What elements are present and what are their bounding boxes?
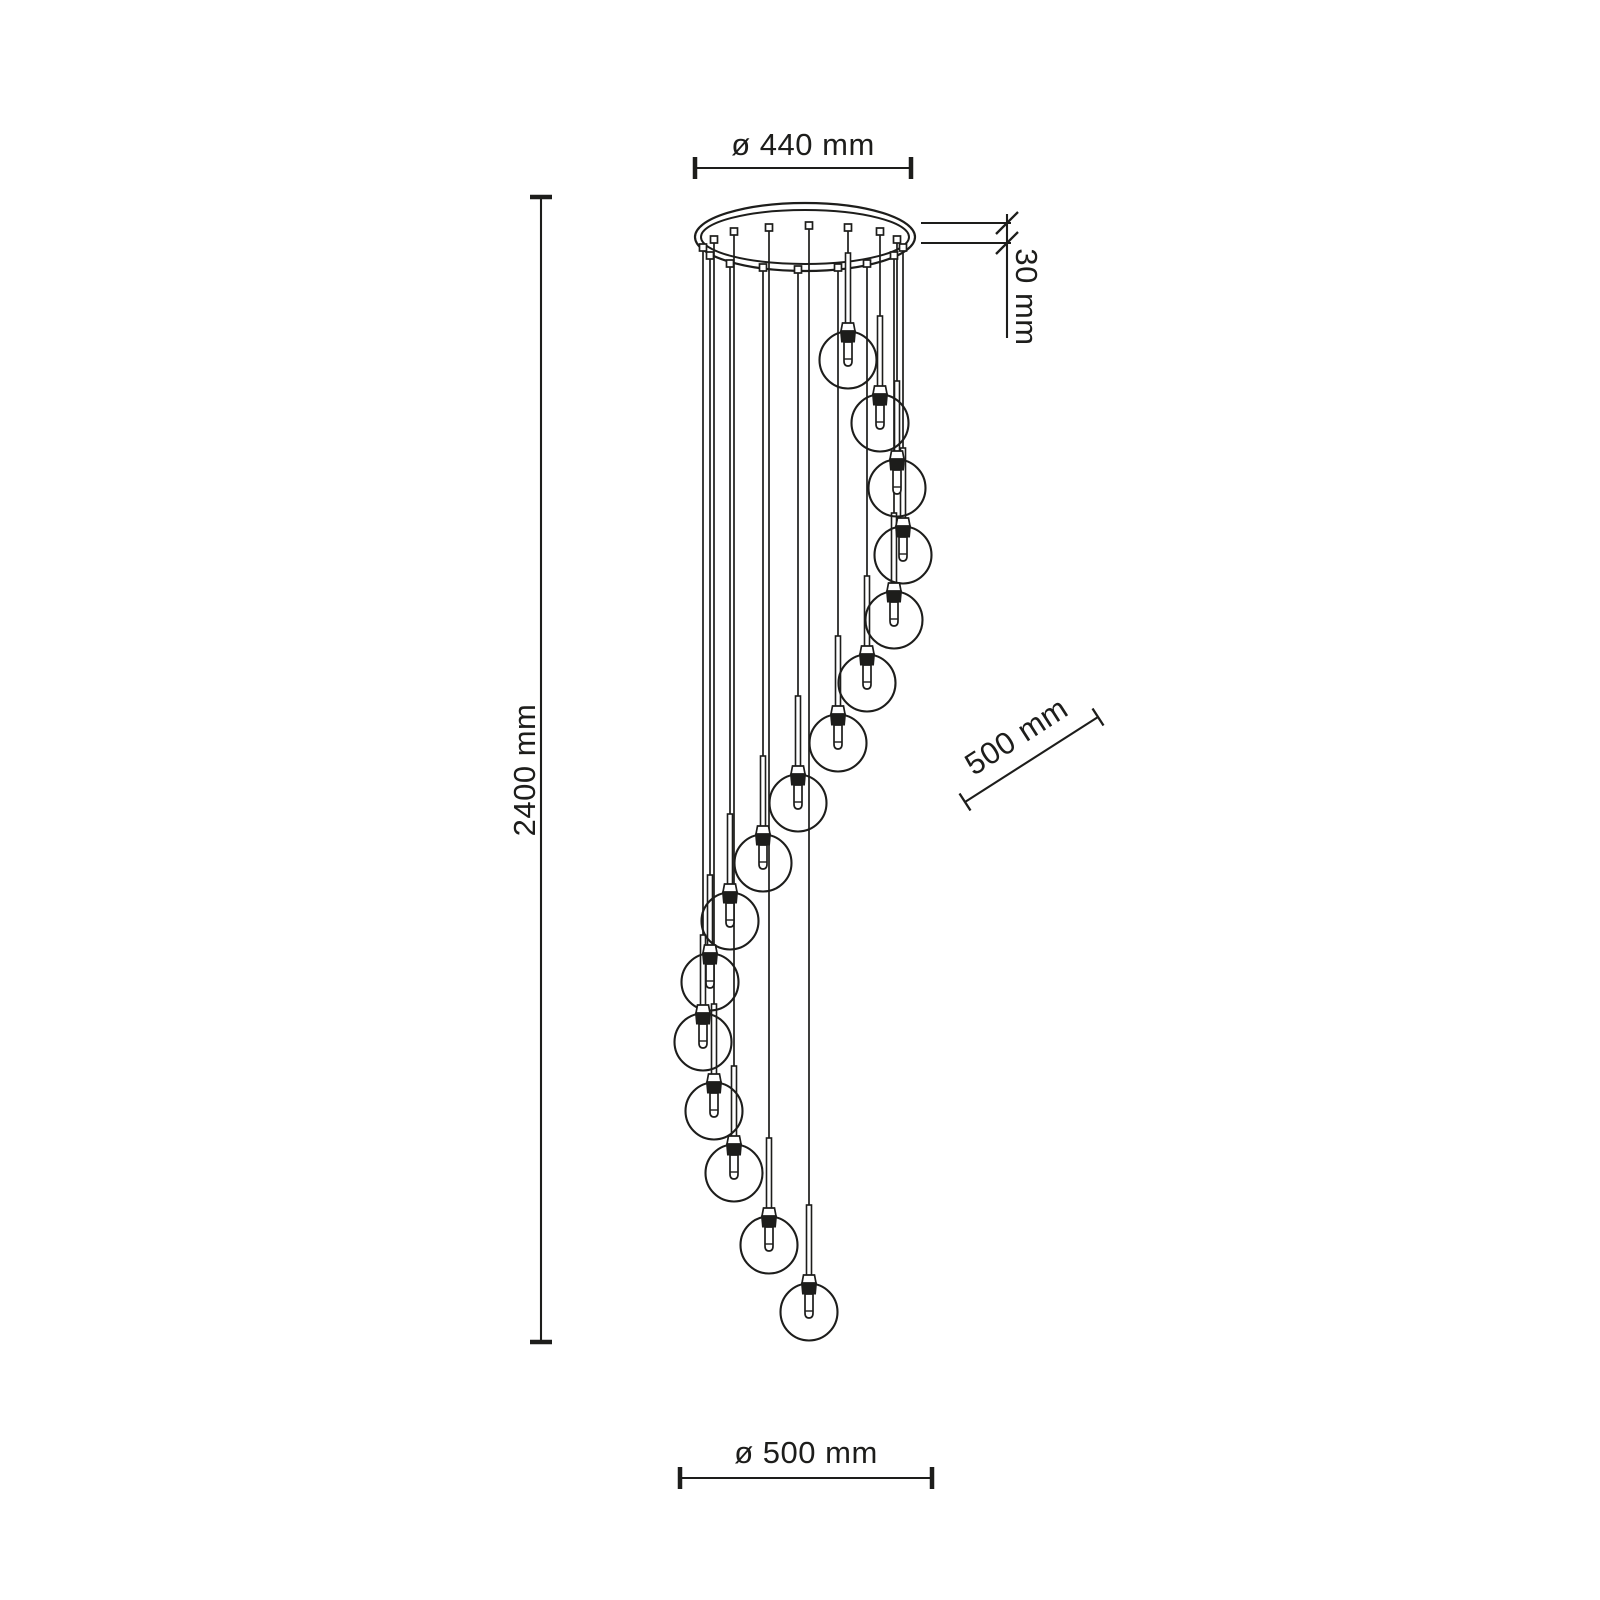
- bulb-holder: [899, 537, 907, 561]
- canopy-hanger: [894, 236, 901, 243]
- canopy-hanger: [766, 224, 773, 231]
- pendant-rod: [878, 316, 883, 387]
- socket-cap: [756, 834, 771, 845]
- socket-collar: [841, 323, 855, 331]
- total-height-label: 2400 mm: [507, 703, 542, 837]
- bulb-holder: [805, 1294, 813, 1318]
- socket-collar: [703, 945, 717, 953]
- canopy-hangers: [700, 222, 907, 273]
- socket-cap: [762, 1216, 777, 1227]
- socket-cap: [802, 1283, 817, 1294]
- canopy-hanger: [845, 224, 852, 231]
- pendant-rod: [895, 381, 900, 452]
- pendant-rod: [728, 814, 733, 885]
- bulb-holder: [710, 1093, 718, 1117]
- canopy-thickness-label: 30 mm: [1009, 248, 1044, 346]
- pendant-globe-4: [875, 518, 932, 584]
- pendant-globe-14: [706, 1136, 763, 1202]
- pendant-globe-7: [810, 706, 867, 772]
- pendant-globe-11: [682, 945, 739, 1011]
- dim-canopy-diameter: [695, 127, 911, 179]
- canopy-hanger: [806, 222, 813, 229]
- bulb-holder: [876, 405, 884, 429]
- socket-collar: [791, 766, 805, 774]
- socket-cap: [841, 331, 856, 342]
- canopy-hanger: [900, 244, 907, 251]
- dim-canopy-thickness: [921, 212, 1044, 346]
- pendant-rod: [767, 1138, 772, 1209]
- socket-collar: [890, 451, 904, 459]
- pendant-rod: [836, 636, 841, 707]
- pendant-rod: [807, 1205, 812, 1276]
- canopy-hanger: [864, 260, 871, 267]
- dim-spread-diameter: [680, 1435, 932, 1489]
- socket-cap: [791, 774, 806, 785]
- socket-collar: [860, 646, 874, 654]
- socket-cap: [887, 591, 902, 602]
- dim-tick-lower: [960, 794, 971, 811]
- bulb-holder: [726, 903, 734, 927]
- dim-total-height: [507, 197, 552, 1342]
- bulb-holder: [759, 845, 767, 869]
- socket-cap: [860, 654, 875, 665]
- bulb-holder: [765, 1227, 773, 1251]
- bulb-holder: [794, 785, 802, 809]
- pendant-rod: [761, 756, 766, 827]
- pendant-rod: [732, 1066, 737, 1137]
- bulb-holder: [890, 602, 898, 626]
- pendant-globe-15: [741, 1208, 798, 1274]
- pendant-globe-3: [869, 451, 926, 517]
- spread-diameter-label: ø 500 mm: [734, 1435, 878, 1470]
- bulb-holder: [893, 470, 901, 494]
- suspension-cords: [701, 226, 906, 1276]
- socket-cap: [703, 953, 718, 964]
- socket-collar: [707, 1074, 721, 1082]
- socket-collar: [887, 583, 901, 591]
- socket-cap: [890, 459, 905, 470]
- canopy-hanger: [700, 244, 707, 251]
- pendant-globe-8: [770, 766, 827, 832]
- cascade-spacing-label: 500 mm: [958, 690, 1075, 783]
- dim-tick-upper: [1093, 709, 1104, 726]
- pendant-globe-1: [820, 323, 877, 389]
- bulb-holder: [863, 665, 871, 689]
- socket-cap: [727, 1144, 742, 1155]
- canopy-hanger: [835, 264, 842, 271]
- socket-collar: [831, 706, 845, 714]
- canopy-hanger: [711, 236, 718, 243]
- socket-collar: [762, 1208, 776, 1216]
- canopy-diameter-label: ø 440 mm: [731, 127, 875, 162]
- socket-cap: [696, 1013, 711, 1024]
- socket-collar: [756, 826, 770, 834]
- canopy-hanger: [795, 266, 802, 273]
- socket-collar: [696, 1005, 710, 1013]
- canopy-hanger: [727, 260, 734, 267]
- bulb-holder: [706, 964, 714, 988]
- socket-collar: [723, 884, 737, 892]
- glass-globes: [675, 323, 932, 1341]
- pendant-globe-9: [735, 826, 792, 892]
- bulb-holder: [844, 342, 852, 366]
- socket-cap: [831, 714, 846, 725]
- socket-collar: [727, 1136, 741, 1144]
- bulb-holder: [834, 725, 842, 749]
- pendant-rod: [708, 875, 713, 946]
- canopy-hanger: [877, 228, 884, 235]
- canopy-inner-edge: [701, 210, 909, 264]
- pendant-globe-16: [781, 1275, 838, 1341]
- pendant-rod: [846, 253, 851, 324]
- canopy-hanger: [707, 252, 714, 259]
- socket-collar: [873, 386, 887, 394]
- canopy-hanger: [891, 252, 898, 259]
- socket-cap: [723, 892, 738, 903]
- dim-cascade-spacing: [959, 690, 1104, 810]
- socket-cap: [896, 526, 911, 537]
- socket-collar: [896, 518, 910, 526]
- pendant-rod: [796, 696, 801, 767]
- socket-collar: [802, 1275, 816, 1283]
- pendant-globe-12: [675, 1005, 732, 1071]
- canopy-hanger: [731, 228, 738, 235]
- bulb-holder: [699, 1024, 707, 1048]
- socket-cap: [873, 394, 888, 405]
- pendant-globe-6: [839, 646, 896, 712]
- socket-cap: [707, 1082, 722, 1093]
- bulb-holder: [730, 1155, 738, 1179]
- canopy-hanger: [760, 264, 767, 271]
- pendant-globe-5: [866, 583, 923, 649]
